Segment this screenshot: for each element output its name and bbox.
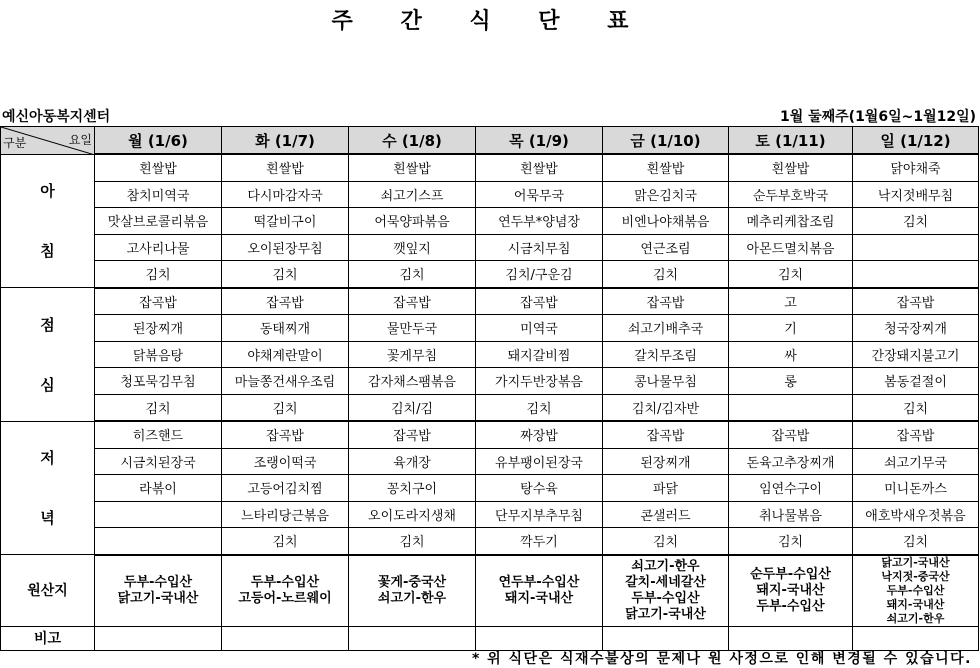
menu-item: 탕수육 <box>476 475 603 502</box>
menu-item: 낙지젓배무침 <box>853 181 979 208</box>
menu-row <box>1 475 979 502</box>
menu-item: 흰쌀밥 <box>222 154 349 181</box>
menu-item: 다시마감자국 <box>222 181 349 208</box>
corner-label-day: 요일 <box>68 133 92 147</box>
menu-item: 유부팽이된장국 <box>476 448 603 475</box>
menu-item: 잡곡밥 <box>222 288 349 315</box>
menu-item: 김치 <box>853 208 979 235</box>
menu-item: 흰쌀밥 <box>729 154 853 181</box>
menu-row <box>1 394 979 421</box>
note-cell <box>349 626 476 650</box>
menu-row <box>1 234 979 261</box>
menu-item: 동태찌개 <box>222 315 349 342</box>
menu-item: 히즈핸드 <box>95 421 222 448</box>
menu-item: 쇠고기무국 <box>853 448 979 475</box>
menu-item: 느타리당근볶음 <box>222 501 349 528</box>
week-label: 1월 둘째주(1월6일~1월12일) <box>779 109 976 125</box>
menu-item: 맛살브로콜리볶음 <box>95 208 222 235</box>
menu-item: 맑은김치국 <box>603 181 729 208</box>
note-cell <box>222 626 349 650</box>
menu-item: 김치 <box>349 261 476 288</box>
menu-item: 아몬드멸치볶음 <box>729 234 853 261</box>
menu-item: 김치 <box>222 394 349 421</box>
menu-item: 된장찌개 <box>95 315 222 342</box>
menu-item <box>95 501 222 528</box>
menu-item: 고사리나물 <box>95 234 222 261</box>
menu-item: 메추리케찹조림 <box>729 208 853 235</box>
menu-item: 꽁치구이 <box>349 475 476 502</box>
menu-item: 김치/김 <box>349 394 476 421</box>
meal-label-cell <box>1 288 95 422</box>
origin-cell <box>95 555 222 627</box>
menu-row <box>1 448 979 475</box>
origin-line: 고등어-노르웨이 <box>238 590 332 606</box>
origin-line: 쇠고기-한우 <box>377 590 447 606</box>
note-cell <box>853 626 979 650</box>
menu-row <box>1 154 979 181</box>
meal-label-cell <box>1 154 95 288</box>
origin-cell <box>222 555 349 627</box>
day-header-row <box>1 127 979 155</box>
menu-item: 김치 <box>853 394 979 421</box>
menu-item: 콘샐러드 <box>603 501 729 528</box>
menu-item: 잡곡밥 <box>222 421 349 448</box>
menu-item: 흰쌀밥 <box>603 154 729 181</box>
origin-line: 닭고기-국내산 <box>625 606 706 622</box>
menu-item: 어묵양파볶음 <box>349 208 476 235</box>
menu-item: 김치 <box>476 394 603 421</box>
menu-item: 청포묵김무침 <box>95 368 222 395</box>
menu-row <box>1 341 979 368</box>
day-header: 목 (1/9) <box>476 127 603 155</box>
menu-item: 취나물볶음 <box>729 501 853 528</box>
menu-item: 야채계란말이 <box>222 341 349 368</box>
origin-cell <box>853 555 979 627</box>
menu-item: 애호박새우젓볶음 <box>853 501 979 528</box>
day-header: 일 (1/12) <box>853 127 979 155</box>
day-header: 금 (1/10) <box>603 127 729 155</box>
menu-row <box>1 501 979 528</box>
menu-item: 갈치무조림 <box>603 341 729 368</box>
menu-item: 미역국 <box>476 315 603 342</box>
menu-item: 참치미역국 <box>95 181 222 208</box>
origin-line: 돼지-국내산 <box>756 582 825 598</box>
menu-item: 잡곡밥 <box>349 288 476 315</box>
origin-line: 쇠고기-한우 <box>886 611 945 625</box>
menu-item: 가지두반장볶음 <box>476 368 603 395</box>
day-header: 수 (1/8) <box>349 127 476 155</box>
origin-cell <box>729 555 853 627</box>
menu-item: 고 <box>729 288 853 315</box>
meal-label-char: 녁 <box>40 509 55 528</box>
menu-row <box>1 261 979 288</box>
menu-item: 간장돼지불고기 <box>853 341 979 368</box>
menu-item: 시금치무침 <box>476 234 603 261</box>
origin-line: 닭고기-국내산 <box>881 555 950 569</box>
menu-row <box>1 208 979 235</box>
meal-label-cell <box>1 421 95 555</box>
menu-item: 된장찌개 <box>603 448 729 475</box>
menu-item: 오이도라지생채 <box>349 501 476 528</box>
note-cell <box>476 626 603 650</box>
menu-item: 오이된장무침 <box>222 234 349 261</box>
menu-item: 닭볶음탕 <box>95 341 222 368</box>
meal-label-char: 침 <box>40 242 55 261</box>
menu-item: 깻잎지 <box>349 234 476 261</box>
origin-line: 돼지-국내산 <box>504 590 574 606</box>
origin-line: 두부-수입산 <box>123 574 193 590</box>
menu-item: 임연수구이 <box>729 475 853 502</box>
origin-line: 두부-수입산 <box>756 598 825 614</box>
origin-cell <box>603 555 729 627</box>
origin-line: 두부-수입산 <box>250 574 320 590</box>
menu-item: 롱 <box>729 368 853 395</box>
menu-item: 김치 <box>853 528 979 555</box>
note-label: 비고 <box>1 626 95 650</box>
menu-item: 잡곡밥 <box>349 421 476 448</box>
origin-cell <box>349 555 476 627</box>
menu-item: 미니돈까스 <box>853 475 979 502</box>
menu-item: 기 <box>729 315 853 342</box>
menu-item: 잡곡밥 <box>95 288 222 315</box>
footnote: * 위 식단은 식재수불상의 문제나 원 사정으로 인해 변경될 수 있습니다. <box>471 651 972 667</box>
menu-row <box>1 421 979 448</box>
menu-item: 마늘쫑건새우조림 <box>222 368 349 395</box>
menu-row <box>1 181 979 208</box>
menu-item: 깍두기 <box>476 528 603 555</box>
menu-item: 떡갈비구이 <box>222 208 349 235</box>
menu-item: 잡곡밥 <box>603 288 729 315</box>
menu-item: 시금치된장국 <box>95 448 222 475</box>
meal-label-char: 아 <box>40 182 55 201</box>
menu-item <box>853 261 979 288</box>
menu-item: 잡곡밥 <box>476 288 603 315</box>
menu-item: 흰쌀밥 <box>95 154 222 181</box>
menu-item: 김치 <box>222 528 349 555</box>
menu-item: 김치/구운김 <box>476 261 603 288</box>
origin-line: 두부-수입산 <box>886 583 945 597</box>
meal-label-char: 점 <box>40 315 55 334</box>
note-cell <box>729 626 853 650</box>
note-row <box>1 626 979 650</box>
menu-item: 김치 <box>729 528 853 555</box>
origin-line: 두부-수입산 <box>631 590 700 606</box>
corner-label-category: 구분 <box>3 136 27 150</box>
menu-item: 조랭이떡국 <box>222 448 349 475</box>
menu-item: 쇠고기배추국 <box>603 315 729 342</box>
corner-cell <box>1 127 95 155</box>
menu-item: 김치 <box>95 261 222 288</box>
menu-item: 순두부호박국 <box>729 181 853 208</box>
origin-label: 원산지 <box>1 555 95 627</box>
menu-item: 싸 <box>729 341 853 368</box>
menu-item: 고등어김치찜 <box>222 475 349 502</box>
menu-item: 라볶이 <box>95 475 222 502</box>
menu-item: 잡곡밥 <box>853 288 979 315</box>
menu-item: 잡곡밥 <box>853 421 979 448</box>
center-name: 예신아동복지센터 <box>2 109 111 125</box>
menu-item: 육개장 <box>349 448 476 475</box>
menu-item: 흰쌀밥 <box>349 154 476 181</box>
menu-item: 김치 <box>222 261 349 288</box>
day-header: 토 (1/11) <box>729 127 853 155</box>
menu-item: 잡곡밥 <box>603 421 729 448</box>
menu-item: 어묵무국 <box>476 181 603 208</box>
note-cell <box>95 626 222 650</box>
origin-line: 낙지젓-중국산 <box>881 569 950 583</box>
menu-item: 콩나물무침 <box>603 368 729 395</box>
menu-item: 돈육고추장찌개 <box>729 448 853 475</box>
menu-item: 짜장밥 <box>476 421 603 448</box>
menu-item: 돼지갈비찜 <box>476 341 603 368</box>
origin-line: 돼지-국내산 <box>886 597 945 611</box>
menu-item: 연근조림 <box>603 234 729 261</box>
menu-item: 비엔나야채볶음 <box>603 208 729 235</box>
menu-item: 김치 <box>349 528 476 555</box>
origin-line: 쇠고기-한우 <box>631 558 700 574</box>
menu-item: 꽃게무침 <box>349 341 476 368</box>
menu-item: 연두부*양념장 <box>476 208 603 235</box>
menu-row <box>1 315 979 342</box>
menu-item: 단무지부추무침 <box>476 501 603 528</box>
page-title: 주 간 식 단 표 <box>331 9 649 34</box>
menu-item: 봄동겉절이 <box>853 368 979 395</box>
menu-item: 닭야채죽 <box>853 154 979 181</box>
origin-line: 순두부-수입산 <box>750 566 831 582</box>
meal-label-char: 심 <box>40 375 55 394</box>
menu-item: 김치/김자반 <box>603 394 729 421</box>
menu-item: 청국장찌개 <box>853 315 979 342</box>
menu-item: 김치 <box>603 261 729 288</box>
day-header: 화 (1/7) <box>222 127 349 155</box>
origin-row <box>1 555 979 627</box>
menu-item: 김치 <box>729 261 853 288</box>
menu-item: 파닭 <box>603 475 729 502</box>
origin-line: 꽃게-중국산 <box>377 574 447 590</box>
origin-line: 연두부-수입산 <box>498 574 580 590</box>
origin-line: 닭고기-국내산 <box>117 590 199 606</box>
menu-item: 김치 <box>603 528 729 555</box>
menu-item <box>95 528 222 555</box>
meal-label-char: 저 <box>40 449 55 468</box>
menu-row <box>1 368 979 395</box>
menu-item: 잡곡밥 <box>729 421 853 448</box>
menu-item: 쇠고기스프 <box>349 181 476 208</box>
menu-item: 김치 <box>95 394 222 421</box>
menu-item: 흰쌀밥 <box>476 154 603 181</box>
menu-item: 물만두국 <box>349 315 476 342</box>
menu-item <box>853 234 979 261</box>
menu-item: 감자채스팸볶음 <box>349 368 476 395</box>
note-cell <box>603 626 729 650</box>
origin-line: 갈치-세네갈산 <box>625 574 706 590</box>
menu-row <box>1 288 979 315</box>
day-header: 월 (1/6) <box>95 127 222 155</box>
menu-row <box>1 528 979 555</box>
origin-cell <box>476 555 603 627</box>
menu-table <box>0 126 979 651</box>
menu-item <box>729 394 853 421</box>
